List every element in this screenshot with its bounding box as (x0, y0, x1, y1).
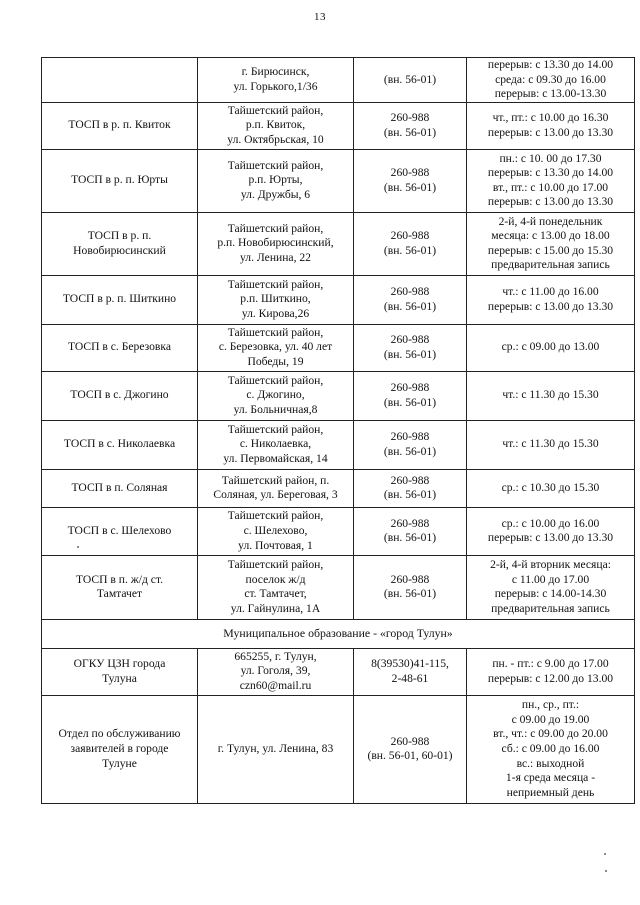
office-phone-line: 2-48-61 (391, 671, 429, 685)
office-name-cell (42, 695, 198, 803)
office-schedule-cell (467, 420, 635, 469)
office-phone-line: 260-988 (390, 473, 430, 487)
office-address-line: р.п. Шиткино, (240, 292, 311, 306)
table-row (42, 420, 635, 469)
office-address-line: р.п. Новобирюсинский, (217, 236, 334, 250)
office-schedule-line: перерыв: с 13.00 до 13.30 (487, 299, 614, 313)
office-schedule-line: неприемный день (506, 785, 595, 799)
office-phone-line: 260-988 (390, 572, 430, 586)
table-row (42, 371, 635, 420)
office-schedule-line: пн.: с 10. 00 до 17.30 (499, 151, 602, 165)
office-name-cell (42, 648, 198, 695)
office-phone-line: 260-988 (390, 430, 430, 444)
office-address-line: р.п. Юрты, (248, 173, 303, 187)
office-address-line: Тайшетский район, (227, 558, 324, 572)
office-phone-line: 260-988 (390, 229, 430, 243)
office-name-line: ТОСП в с. Березовка (67, 340, 172, 354)
office-phone-line: 260-988 (390, 516, 430, 530)
office-schedule-line: месяца: с 13.00 до 18.00 (491, 229, 610, 243)
office-address-cell (198, 102, 354, 149)
office-address-line: ул. Больничная,8 (233, 403, 318, 417)
office-schedule-line: с 09.00 до 19.00 (511, 712, 590, 726)
office-address-line: ул. Первомайская, 14 (223, 452, 328, 466)
office-schedule-line: ср.: с 10.30 до 15.30 (501, 480, 600, 494)
office-phone-cell (354, 695, 467, 803)
office-address-line: ул. Горького,1/36 (233, 79, 318, 93)
page-number: 13 (314, 11, 326, 23)
office-phone-cell (354, 555, 467, 619)
office-phone-cell (354, 212, 467, 275)
office-phone-cell (354, 371, 467, 420)
office-phone-cell (354, 149, 467, 212)
office-schedule-cell (467, 695, 635, 803)
office-schedule-cell (467, 469, 635, 507)
office-address-line: ст. Тамтачет, (244, 587, 307, 601)
office-address-line: 665255, г. Тулун, (234, 649, 317, 663)
office-name-line: заявителей в городе (70, 741, 169, 755)
office-address-line: р.п. Квиток, (245, 118, 306, 132)
office-address-line: ул. Дружбы, 6 (240, 188, 311, 202)
office-schedule-line: 2-й, 4-й понедельник (498, 214, 603, 228)
office-address-line: Победы, 19 (247, 355, 304, 369)
office-address-cell (198, 324, 354, 371)
office-schedule-line: перерыв: с 13.00 до 13.30 (487, 195, 614, 209)
office-address-cell (198, 420, 354, 469)
office-name-line: ТОСП в с. Шелехово (67, 523, 172, 537)
office-address-line: Тайшетский район, (227, 373, 324, 387)
office-address-cell (198, 555, 354, 619)
office-phone-line: (вн. 56-01) (383, 531, 437, 545)
table-row (42, 555, 635, 619)
office-name-line: ТОСП в п. ж/д ст. (75, 572, 164, 586)
office-phone-cell (354, 58, 467, 103)
office-schedule-line: вс.: выходной (516, 756, 585, 770)
office-phone-cell (354, 324, 467, 371)
office-address-line: ул. Почтовая, 1 (238, 538, 313, 552)
office-address-cell (198, 149, 354, 212)
table-row (42, 275, 635, 324)
office-schedule-line: 1-я среда месяца - (505, 771, 596, 785)
offices-table-body (42, 58, 635, 804)
office-phone-line: 260-988 (390, 333, 430, 347)
office-address-line: ул. Ленина, 22 (240, 251, 311, 265)
office-address-line: г. Бирюсинск, (241, 65, 310, 79)
office-schedule-line: среда: с 09.30 до 16.00 (495, 72, 606, 86)
office-name-cell (42, 555, 198, 619)
office-address-cell (198, 371, 354, 420)
office-schedule-line: вт., пт.: с 10.00 до 17.00 (492, 180, 609, 194)
office-address-line: Тайшетский район, (227, 277, 324, 291)
office-address-cell (198, 469, 354, 507)
office-name-line: ТОСП в р. п. Юрты (71, 173, 168, 187)
office-schedule-line: пн. - пт.: с 9.00 до 17.00 (492, 657, 609, 671)
office-schedule-line: перерыв: с 12.00 до 13.00 (487, 671, 614, 685)
office-schedule-line: ср.: с 10.00 до 16.00 (501, 516, 600, 530)
office-address-line: поселок ж/д (245, 572, 306, 586)
office-phone-line: (вн. 56-01) (383, 587, 437, 601)
office-schedule-line: перерыв: с 13.00 до 13.30 (487, 531, 614, 545)
office-schedule-line: с 11.00 до 17.00 (511, 572, 590, 586)
section-header-row (42, 619, 635, 648)
office-name-line: ОГКУ ЦЗН города (73, 657, 166, 671)
section-title: Муниципальное образование - «город Тулун» (42, 619, 635, 648)
office-schedule-line: чт., пт.: с 10.00 до 16.30 (492, 111, 609, 125)
office-schedule-line: чт.: с 11.00 до 16.00 (502, 285, 599, 299)
office-address-line: с. Березовка, ул. 40 лет (218, 340, 333, 354)
office-schedule-line: пн., ср., пт.: (521, 698, 580, 712)
office-name-line: Тулуна (102, 671, 137, 685)
office-name-line: Тулуне (102, 756, 137, 770)
office-schedule-line: перерыв: с 14.00-14.30 (494, 587, 607, 601)
office-phone-line: (вн. 56-01) (383, 299, 437, 313)
office-address-cell (198, 695, 354, 803)
office-schedule-line: сб.: с 09.00 до 16.00 (501, 741, 600, 755)
office-name-line: ТОСП в р. п. (87, 229, 152, 243)
office-schedule-cell (467, 102, 635, 149)
office-schedule-line: предварительная запись (491, 601, 610, 615)
office-phone-cell (354, 102, 467, 149)
office-name-line: Отдел по обслуживанию (58, 727, 181, 741)
office-phone-cell (354, 507, 467, 555)
table-row (42, 324, 635, 371)
scan-speck (605, 870, 607, 872)
table-row (42, 469, 635, 507)
office-schedule-line: перерыв: с 13.00-13.30 (494, 87, 607, 101)
office-phone-line: 260-988 (390, 166, 430, 180)
office-name-line: ТОСП в р. п. Квиток (68, 118, 171, 132)
table-row (42, 695, 635, 803)
office-phone-line: (вн. 56-01) (383, 347, 437, 361)
office-name-cell (42, 102, 198, 149)
scan-speck (77, 546, 79, 548)
office-address-line: Соляная, ул. Береговая, 3 (213, 488, 338, 502)
office-address-line: с. Джогино, (246, 388, 305, 402)
office-name-cell (42, 420, 198, 469)
office-address-line: Тайшетский район, п. (221, 473, 330, 487)
office-address-line: ул. Гоголя, 39, (240, 664, 311, 678)
office-phone-cell (354, 275, 467, 324)
office-address-line: Тайшетский район, (227, 221, 324, 235)
office-address-line: Тайшетский район, (227, 422, 324, 436)
office-phone-line: (вн. 56-01) (383, 243, 437, 257)
table-row (42, 212, 635, 275)
office-name-cell (42, 324, 198, 371)
office-phone-line: (вн. 56-01) (383, 180, 437, 194)
office-name-cell (42, 149, 198, 212)
office-address-line: czn60@mail.ru (239, 679, 312, 693)
office-address-cell (198, 507, 354, 555)
office-schedule-line: вт., чт.: с 09.00 до 20.00 (493, 727, 608, 741)
office-address-line: Тайшетский район, (227, 325, 324, 339)
office-phone-cell (354, 420, 467, 469)
office-schedule-cell (467, 149, 635, 212)
office-schedule-cell (467, 371, 635, 420)
office-address-cell (198, 212, 354, 275)
table-row (42, 149, 635, 212)
scan-speck (604, 853, 606, 855)
office-phone-line: (вн. 56-01) (383, 72, 437, 86)
office-schedule-line: чт.: с 11.30 до 15.30 (502, 437, 599, 451)
office-phone-line: (вн. 56-01) (383, 444, 437, 458)
office-name-cell (42, 469, 198, 507)
office-phone-cell (354, 648, 467, 695)
office-address-line: Тайшетский район, (227, 158, 324, 172)
office-schedule-line: перерыв: с 13.30 до 14.00 (487, 166, 614, 180)
office-schedule-cell (467, 555, 635, 619)
office-name-cell (42, 58, 198, 103)
offices-table (41, 57, 635, 804)
office-schedule-cell (467, 275, 635, 324)
office-name-line: Тамтачет (96, 587, 143, 601)
office-phone-line: 8(39530)41-115, (371, 657, 449, 671)
office-address-line: г. Тулун, ул. Ленина, 83 (217, 741, 334, 755)
office-schedule-cell (467, 58, 635, 103)
table-row (42, 648, 635, 695)
office-schedule-line: предварительная запись (491, 258, 610, 272)
office-name-cell (42, 507, 198, 555)
office-address-line: Тайшетский район, (227, 103, 324, 117)
office-phone-line: 260-988 (390, 111, 430, 125)
office-phone-line: 260-988 (390, 381, 430, 395)
office-address-cell (198, 275, 354, 324)
office-address-line: Тайшетский район, (227, 509, 324, 523)
office-phone-line: 260-988 (390, 285, 430, 299)
office-schedule-line: ср.: с 09.00 до 13.00 (501, 340, 600, 354)
office-name-line: ТОСП в р. п. Шиткино (62, 292, 177, 306)
office-name-line: Новобирюсинский (73, 243, 166, 257)
office-schedule-line: перерыв: с 13.00 до 13.30 (487, 125, 614, 139)
office-address-line: с. Шелехово, (243, 523, 308, 537)
office-address-cell (198, 648, 354, 695)
office-phone-cell (354, 469, 467, 507)
office-schedule-line: 2-й, 4-й вторник месяца: (490, 558, 611, 572)
office-name-cell (42, 275, 198, 324)
office-address-line: ул. Октябрьская, 10 (227, 133, 324, 147)
office-schedule-cell (467, 648, 635, 695)
office-address-line: ул. Гайнулина, 1А (230, 601, 321, 615)
office-name-line: ТОСП в с. Николаевка (63, 437, 176, 451)
office-phone-line: (вн. 56-01, 60-01) (367, 749, 453, 763)
office-name-cell (42, 371, 198, 420)
table-row (42, 102, 635, 149)
office-name-cell (42, 212, 198, 275)
table-row (42, 507, 635, 555)
office-address-cell (198, 58, 354, 103)
office-address-line: ул. Кирова,26 (241, 307, 310, 321)
office-schedule-line: чт.: с 11.30 до 15.30 (502, 388, 599, 402)
office-phone-line: (вн. 56-01) (383, 125, 437, 139)
office-name-line: ТОСП в п. Соляная (71, 480, 168, 494)
office-phone-line: (вн. 56-01) (383, 395, 437, 409)
table-row (42, 58, 635, 103)
office-phone-line: 260-988 (390, 734, 430, 748)
office-address-line: с. Николаевка, (239, 437, 312, 451)
office-schedule-cell (467, 507, 635, 555)
office-schedule-line: перерыв: с 15.00 до 15.30 (487, 243, 614, 257)
office-phone-line: (вн. 56-01) (383, 488, 437, 502)
office-schedule-line: перерыв: с 13.30 до 14.00 (487, 58, 614, 71)
office-schedule-cell (467, 324, 635, 371)
office-schedule-cell (467, 212, 635, 275)
office-name-line: ТОСП в с. Джогино (70, 388, 169, 402)
